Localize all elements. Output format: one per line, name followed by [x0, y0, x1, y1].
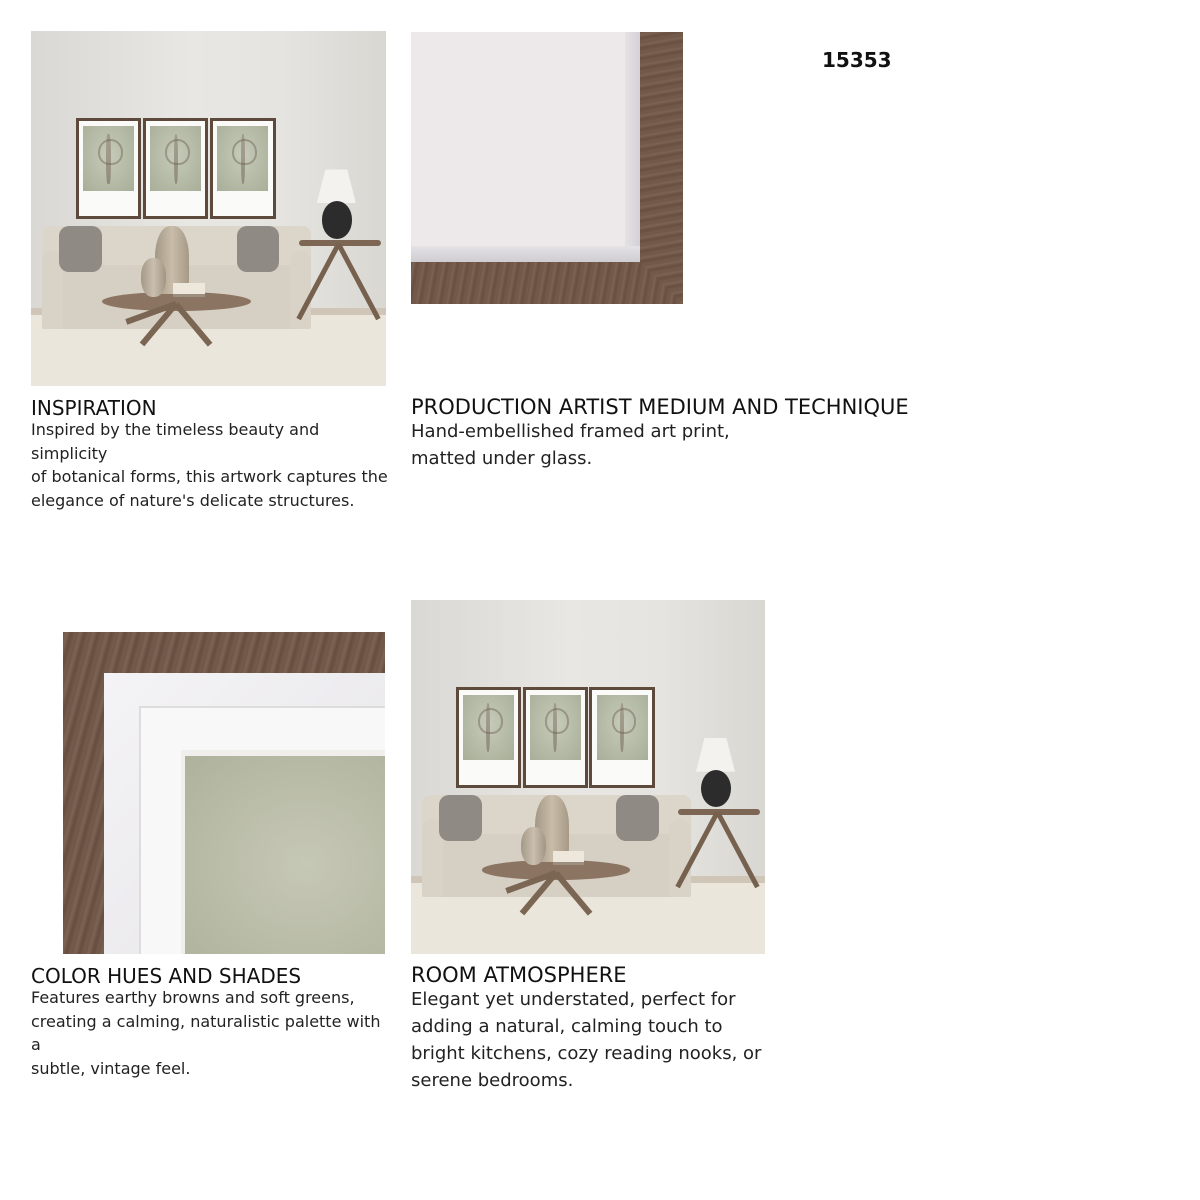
- pillow: [616, 795, 658, 841]
- vase: [521, 827, 546, 866]
- medium-heading: PRODUCTION ARTIST MEDIUM AND TECHNIQUE: [411, 395, 909, 419]
- room-scene-photo-top: [31, 31, 386, 386]
- frame-wood: [640, 32, 683, 304]
- books: [173, 283, 205, 297]
- framed-print-center: [523, 687, 588, 788]
- framed-print-right: [210, 118, 276, 219]
- pillow: [59, 226, 102, 272]
- atmosphere-heading: ROOM ATMOSPHERE: [411, 963, 627, 987]
- text-line: elegance of nature's delicate structures.: [31, 490, 355, 510]
- inspiration-text: [31, 418, 391, 512]
- text-line: Features earthy browns and soft greens,: [31, 988, 355, 1007]
- art-texture: [185, 756, 385, 954]
- frame-wood: [411, 262, 683, 304]
- atmosphere-text: [411, 986, 791, 1094]
- color-text: [31, 986, 391, 1080]
- sku-number: 15353: [822, 48, 892, 72]
- mat-shadow: [625, 32, 640, 262]
- botanical-art: [217, 126, 268, 191]
- text-line: subtle, vintage feel.: [31, 1058, 191, 1078]
- text-line: serene bedrooms.: [411, 1070, 574, 1091]
- botanical-art: [463, 695, 514, 760]
- color-heading: COLOR HUES AND SHADES: [31, 964, 302, 988]
- room-scene-photo-bottom: [411, 600, 765, 954]
- books: [553, 851, 585, 865]
- botanical-art: [150, 126, 201, 191]
- text-line: Inspired by the timeless beauty and simplicity: [31, 420, 320, 463]
- botanical-art: [83, 126, 134, 191]
- vase: [141, 258, 166, 297]
- text-line: matted under glass.: [411, 448, 593, 469]
- text-line: Hand-embellished framed art print,: [411, 421, 730, 442]
- frame-corner-closeup-top: [411, 32, 683, 304]
- framed-print-left: [76, 118, 142, 219]
- framed-print-right: [589, 687, 654, 788]
- lamp-base: [322, 201, 352, 238]
- text-line: adding a natural, calming touch to: [411, 1016, 723, 1037]
- botanical-art: [597, 695, 648, 760]
- pillow: [237, 226, 280, 272]
- pillow: [439, 795, 481, 841]
- mat-shadow: [411, 246, 640, 262]
- text-line: of botanical forms, this artwork captures the: [31, 467, 388, 486]
- text-line: creating a calming, naturalistic palette with a: [31, 1011, 381, 1054]
- text-line: bright kitchens, cozy reading nooks, or: [411, 1043, 762, 1064]
- framed-print-left: [456, 687, 521, 788]
- frame-corner-closeup-bottom: [31, 600, 385, 954]
- inspiration-heading: INSPIRATION: [31, 396, 157, 420]
- text-line: Elegant yet understated, perfect for: [411, 989, 736, 1010]
- medium-text: [411, 418, 791, 472]
- botanical-art: [530, 695, 581, 760]
- framed-print-center: [143, 118, 209, 219]
